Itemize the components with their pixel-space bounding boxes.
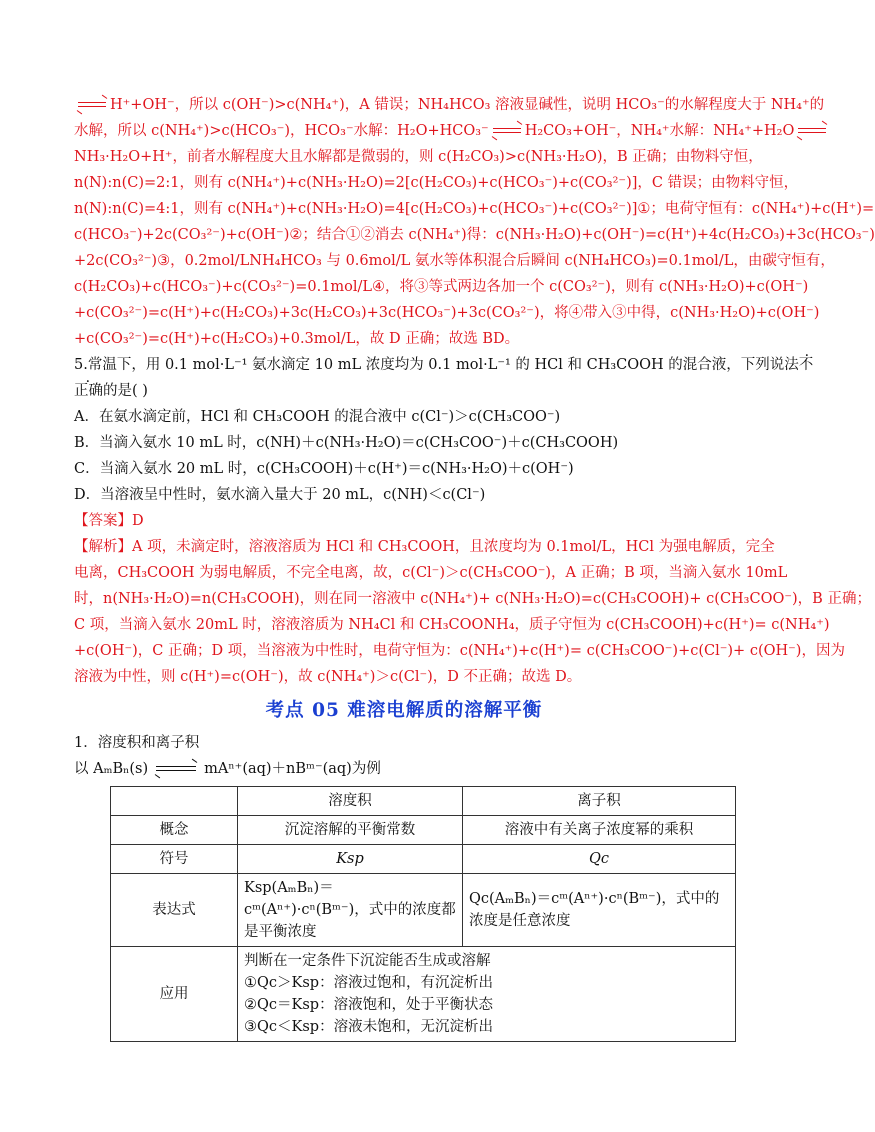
answer-analysis <box>74 534 871 690</box>
table-header-cell <box>111 787 238 816</box>
row-label: 概念 <box>111 816 238 845</box>
equilibrium-arrow-icon <box>78 100 106 110</box>
question-stem: 5.常温下，用 0.1 mol·L⁻¹ 氨水滴定 10 mL 浓度均为 0.1 mol·L⁻¹ 的 HCl 和 CH₃COOH 的混合液，下列说法不 <box>74 357 814 373</box>
analysis-line: C 项，当滴入氨水 20mL 时，溶液溶质为 NH₄Cl 和 CH₃COONH₄，质子守恒为 c(CH₃COOH)+c(H⁺)= c(NH₄⁺) <box>74 617 830 633</box>
equilibrium-arrow-icon <box>798 126 826 136</box>
application-line: 判断在一定条件下沉淀能否生成或溶解 <box>244 953 491 969</box>
analysis-line: NH₃·H₂O+H⁺，前者水解程度大且水解都是微弱的，则 c(H₂CO₃)>c(NH₃·H₂O)，B 正确；由物料守恒， <box>74 149 763 165</box>
analysis-line: 溶液为中性，则 c(H⁺)=c(OH⁻)，故 c(NH₄⁺)＞c(Cl⁻)，D 不正确；故选 D。 <box>74 669 582 685</box>
analysis-line: +2c(CO₃²⁻)③，0.2mol/LNH₄HCO₃ 与 0.6mol/L 氨水等体积混合后瞬间 c(NH₄HCO₃)=0.1mol/L，由碳守恒有， <box>74 253 835 269</box>
analysis-line: 【解析】A 项，未滴定时，溶液溶质为 HCl 和 CH₃COOH，且浓度均为 0.1mol/L，HCl 为强电解质，完全 <box>74 539 775 555</box>
question-stem-cont: 正确的是( ) <box>74 383 148 399</box>
table-cell: 沉淀溶解的平衡常数 <box>238 816 463 845</box>
table-cell <box>238 947 736 1042</box>
analysis-line: +c(CO₃²⁻)=c(H⁺)+c(H₂CO₃)+0.3mol/L，故 D 正确；故选 BD。 <box>74 331 520 347</box>
equilibrium-arrow-icon <box>156 764 196 774</box>
table-cell: Ksp <box>238 845 463 874</box>
subsection-heading: 1．溶度积和离子积 <box>74 735 200 751</box>
page-content <box>74 92 875 1042</box>
option-c: C．当滴入氨水 20 mL 时，c(CH₃COOH)＋c(H⁺)＝c(NH₃·H₂O)＋c(OH⁻) <box>74 461 574 477</box>
analysis-line: 时，n(NH₃·H₂O)=n(CH₃COOH)，则在同一溶液中 c(NH₄⁺)+ c(NH₃·H₂O)=c(CH₃COOH)+ c(CH₃COO⁻)，B 正确； <box>74 591 871 607</box>
equilibrium-example: 以 AₘBₙ(s) mAⁿ⁺(aq)＋nBᵐ⁻(aq)为例 <box>74 756 734 782</box>
answer: 【答案】D <box>74 513 144 529</box>
solubility-table <box>110 786 736 1042</box>
table-row <box>111 816 736 845</box>
analysis-line: +c(CO₃²⁻)=c(H⁺)+c(H₂CO₃)+3c(H₂CO₃)+3c(HCO₃⁻)+3c(CO₃²⁻)，将④带入③中得，c(NH₃·H₂O)+c(OH⁻) <box>74 305 820 321</box>
table-cell: Ksp(AₘBₙ)＝cᵐ(Aⁿ⁺)·cⁿ(Bᵐ⁻)，式中的浓度都是平衡浓度 <box>238 874 463 947</box>
row-label: 符号 <box>111 845 238 874</box>
row-label: 表达式 <box>111 874 238 947</box>
table-cell: Qc <box>463 845 736 874</box>
analysis-line: +c(OH⁻)，C 正确；D 项，当溶液为中性时，电荷守恒为：c(NH₄⁺)+c(H⁺)= c(CH₃COO⁻)+c(Cl⁻)+ c(OH⁻)，因为 <box>74 643 845 659</box>
row-label: 应用 <box>111 947 238 1042</box>
question-5 <box>74 352 871 690</box>
analysis-line: H⁺+OH⁻，所以 c(OH⁻)>c(NH₄⁺)，A 错误；NH₄HCO₃ 溶液显碱性，说明 HCO₃⁻的水解程度大于 NH₄⁺的 <box>74 92 734 118</box>
table-header-row <box>111 787 736 816</box>
analysis-line: c(H₂CO₃)+c(HCO₃⁻)+c(CO₃²⁻)=0.1mol/L④，将③等式两边各加一个 c(CO₃²⁻)，则有 c(NH₃·H₂O)+c(OH⁻) <box>74 279 809 295</box>
analysis-line: 水解，所以 c(NH₄⁺)>c(HCO₃⁻)，HCO₃⁻水解：H₂O+HCO₃⁻ H₂CO₃+OH⁻，NH₄⁺水解：NH₄⁺+H₂O <box>74 118 734 144</box>
equilibrium-arrow-icon <box>493 126 521 136</box>
table-cell: 溶液中有关离子浓度幂的乘积 <box>463 816 736 845</box>
analysis-line: n(N):n(C)=4:1，则有 c(NH₄⁺)+c(NH₃·H₂O)=4[c(H₂CO₃)+c(HCO₃⁻)+c(CO₃²⁻)]①；电荷守恒有：c(NH₄⁺)+c(H⁺)= <box>74 201 875 217</box>
previous-analysis <box>74 92 875 352</box>
table-cell: Qc(AₘBₙ)＝cᵐ(Aⁿ⁺)·cⁿ(Bᵐ⁻)，式中的浓度是任意浓度 <box>463 874 736 947</box>
application-line: ①Qc＞Ksp：溶液过饱和，有沉淀析出 <box>244 975 494 991</box>
table-row <box>111 947 736 1042</box>
table-row <box>111 845 736 874</box>
table-header-cell: 溶度积 <box>238 787 463 816</box>
analysis-line: n(N):n(C)=2:1，则有 c(NH₄⁺)+c(NH₃·H₂O)=2[c(H₂CO₃)+c(HCO₃⁻)+c(CO₃²⁻)]，C 错误；由物料守恒， <box>74 175 799 191</box>
application-line: ③Qc＜Ksp：溶液未饱和，无沉淀析出 <box>244 1019 494 1035</box>
option-d: D．当溶液呈中性时，氨水滴入量大于 20 mL，c(NH)＜c(Cl⁻) <box>74 487 486 503</box>
table-header-cell: 离子积 <box>463 787 736 816</box>
table-row <box>111 874 736 947</box>
application-line: ②Qc＝Ksp：溶液饱和，处于平衡状态 <box>244 997 494 1013</box>
analysis-line: 电离，CH₃COOH 为弱电解质，不完全电离，故，c(Cl⁻)＞c(CH₃COO⁻)，A 正确；B 项，当滴入氨水 10mL <box>74 565 788 581</box>
option-b: B．当滴入氨水 10 mL 时，c(NH)＋c(NH₃·H₂O)＝c(CH₃COO⁻)＋c(CH₃COOH) <box>74 435 619 451</box>
section-title: 考点 05 难溶电解质的溶解平衡 <box>265 700 543 721</box>
analysis-line: c(HCO₃⁻)+2c(CO₃²⁻)+c(OH⁻)②；结合①②消去 c(NH₄⁺)得：c(NH₃·H₂O)+c(OH⁻)=c(H⁺)+4c(H₂CO₃)+3c(HCO₃⁻) <box>74 227 875 243</box>
option-a: A．在氨水滴定前，HCl 和 CH₃COOH 的混合液中 c(Cl⁻)＞c(CH₃COO⁻) <box>74 409 561 425</box>
